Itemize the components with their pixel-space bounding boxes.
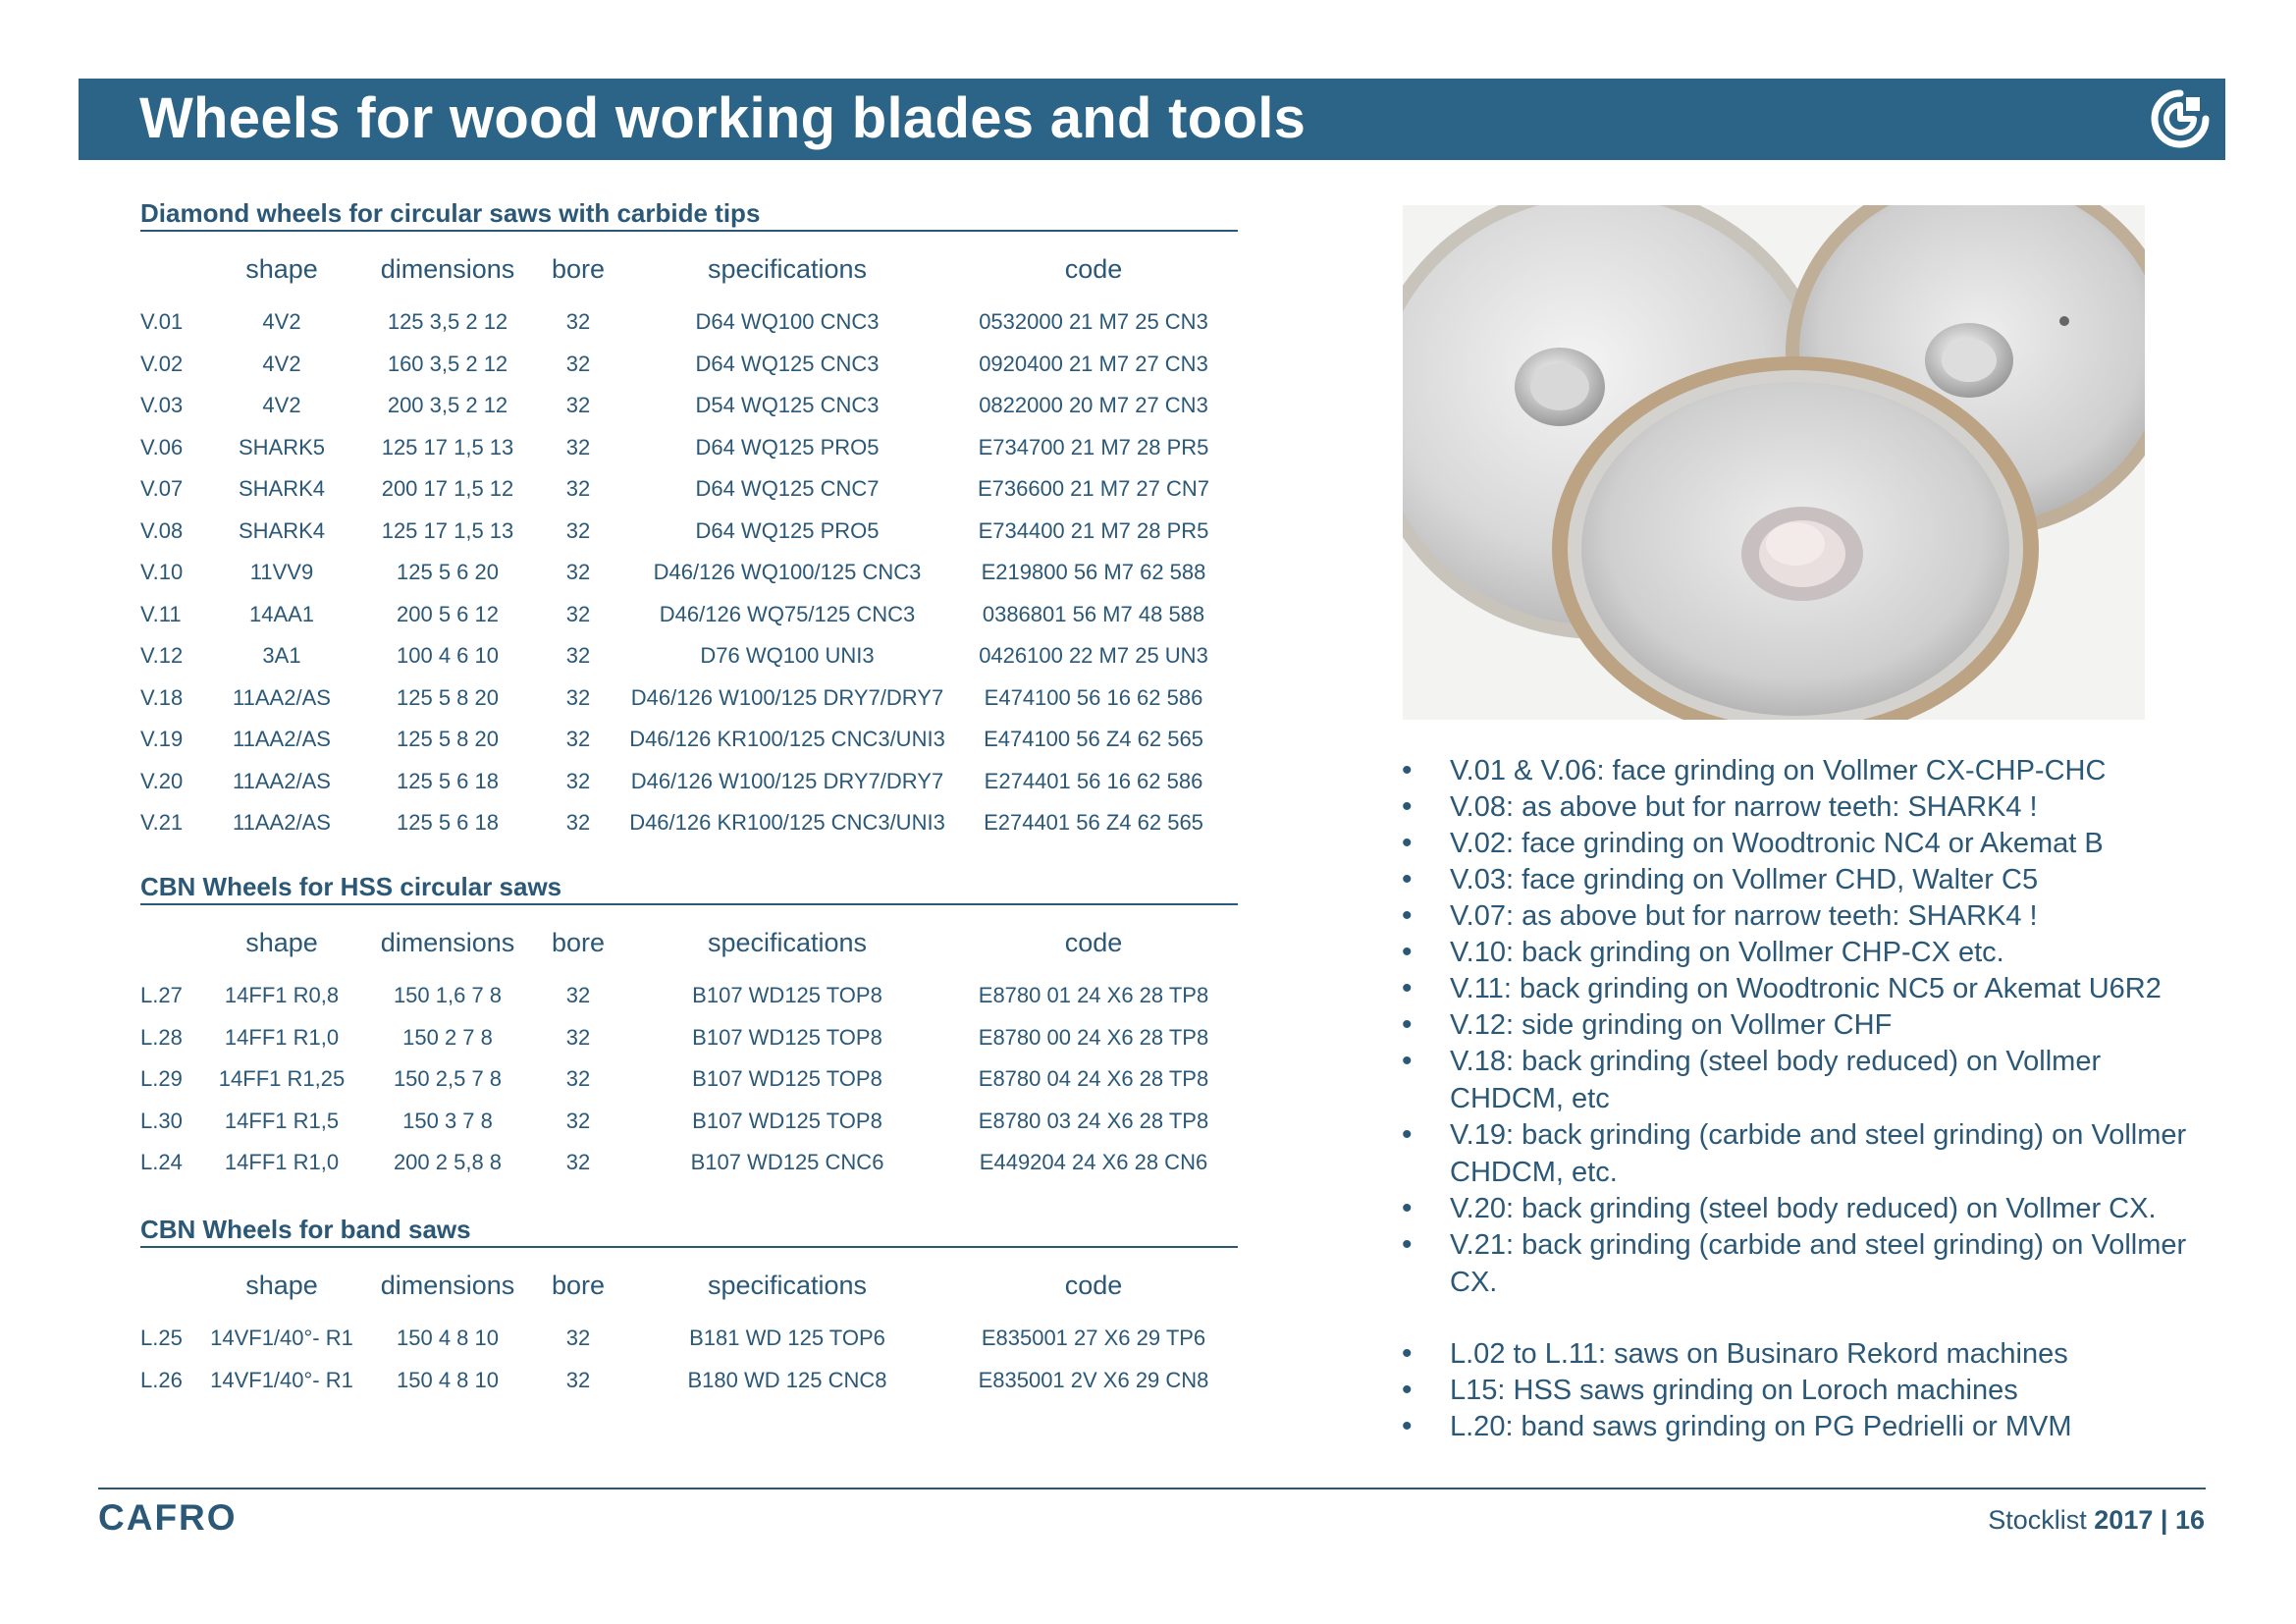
column-header-specifications: specifications: [707, 253, 868, 284]
column-header: [140, 1248, 199, 1312]
cell-item-code: V.03: [140, 393, 184, 418]
note-item: • V.03: face grinding on Vollmer CHD, Walter C5: [1398, 861, 2222, 898]
page-title: Wheels for wood working blades and tools: [139, 86, 1307, 150]
cell-bore: 32: [565, 684, 591, 710]
cell-dimensions: 150 4 8 10: [397, 1326, 499, 1351]
cell-code: 0426100 22 M7 25 UN3: [979, 643, 1208, 669]
cell-shape: 14FF1 R1,25: [218, 1066, 346, 1092]
column-header-bore: bore: [551, 253, 606, 284]
cell-bore: 32: [565, 810, 591, 836]
cell-shape: 14FF1 R1,0: [224, 1024, 340, 1050]
cell-code: 0920400 21 M7 27 CN3: [979, 351, 1208, 376]
cell-code: E734400 21 M7 28 PR5: [978, 517, 1209, 543]
table-row: [140, 1142, 1238, 1184]
footer-separator: |: [2160, 1505, 2168, 1535]
cell-item-code: L.25: [140, 1326, 183, 1351]
cell-specifications: D64 WQ125 PRO5: [695, 517, 880, 543]
cell-specifications: D46/126 W100/125 DRY7/DRY7: [630, 768, 944, 793]
column-header-dimensions: dimensions: [380, 1270, 515, 1300]
column-header: [140, 232, 199, 296]
cbn-hss-table: [140, 905, 1238, 1184]
cell-shape: 14FF1 R1,5: [224, 1108, 340, 1133]
cell-code: E734700 21 M7 28 PR5: [978, 434, 1209, 460]
cell-code: E8780 04 24 X6 28 TP8: [978, 1066, 1209, 1092]
cell-item-code: V.08: [140, 517, 184, 543]
table-row: [140, 1017, 1238, 1059]
cell-shape: 14VF1/40°- R1: [210, 1326, 353, 1351]
cell-bore: 32: [565, 601, 591, 626]
cell-specifications: B107 WD125 TOP8: [692, 983, 882, 1008]
table-header-row: [140, 905, 1238, 969]
cell-bore: 32: [565, 393, 591, 418]
cell-item-code: L.29: [140, 1066, 183, 1092]
cell-shape: 4V2: [262, 351, 301, 376]
column-header-specifications: specifications: [707, 1270, 868, 1300]
cell-item-code: V.19: [140, 727, 184, 752]
cell-dimensions: 125 17 1,5 13: [381, 517, 514, 543]
title-banner: [79, 79, 2225, 160]
cell-item-code: L.30: [140, 1108, 183, 1133]
cell-item-code: V.10: [140, 560, 184, 585]
cell-bore: 32: [565, 1024, 591, 1050]
note-item: • V.11: back grinding on Woodtronic NC5 or Akemat U6R2: [1398, 970, 2222, 1007]
cell-specifications: B107 WD125 TOP8: [692, 1108, 882, 1133]
section-cbn-band-saw-wheels: [140, 1213, 1238, 1401]
table-row: [140, 1101, 1238, 1143]
section-cbn-hss-wheels: [140, 870, 1238, 1184]
table-row: [140, 511, 1238, 553]
cell-specifications: D64 WQ125 CNC3: [695, 351, 880, 376]
cell-bore: 32: [565, 727, 591, 752]
cell-shape: 11AA2/AS: [233, 768, 331, 793]
column-header-bore: bore: [551, 927, 606, 957]
cell-dimensions: 100 4 6 10: [397, 643, 499, 669]
cell-shape: 14AA1: [248, 601, 315, 626]
cell-dimensions: 125 3,5 2 12: [387, 309, 508, 335]
cell-specifications: D64 WQ125 PRO5: [695, 434, 880, 460]
cell-item-code: V.20: [140, 768, 184, 793]
cell-dimensions: 150 1,6 7 8: [393, 983, 503, 1008]
cell-specifications: D54 WQ125 CNC3: [695, 393, 880, 418]
cell-bore: 32: [565, 768, 591, 793]
cell-code: 0532000 21 M7 25 CN3: [979, 309, 1208, 335]
table-header-row: [140, 1248, 1238, 1312]
column-header-code: code: [1064, 1270, 1123, 1300]
cell-dimensions: 125 5 6 20: [397, 560, 499, 585]
cell-item-code: V.01: [140, 309, 184, 335]
cell-code: E274401 56 Z4 62 565: [984, 810, 1203, 836]
note-item: • V.12: side grinding on Vollmer CHF: [1398, 1006, 2222, 1044]
cell-shape: 4V2: [262, 309, 301, 335]
note-item: • V.07: as above but for narrow teeth: SHARK4 !: [1398, 897, 2222, 935]
section-diamond-wheels: [140, 196, 1238, 844]
cell-bore: 32: [565, 1066, 591, 1092]
cell-shape: 11AA2/AS: [233, 727, 331, 752]
table-row: [140, 296, 1238, 344]
cell-dimensions: 200 5 6 12: [397, 601, 499, 626]
cell-specifications: D46/126 WQ100/125 CNC3: [653, 560, 922, 585]
cell-bore: 32: [565, 434, 591, 460]
cell-item-code: V.21: [140, 810, 184, 836]
cell-dimensions: 125 17 1,5 13: [381, 434, 514, 460]
table-row: [140, 427, 1238, 469]
column-header-dimensions: dimensions: [380, 253, 515, 284]
note-item: • V.18: back grinding (steel body reduced) on Vollmer CHDCM, etc: [1398, 1043, 2222, 1117]
cell-specifications: B181 WD 125 TOP6: [689, 1326, 885, 1351]
cell-dimensions: 150 2,5 7 8: [393, 1066, 503, 1092]
cell-specifications: D46/126 WQ75/125 CNC3: [659, 601, 916, 626]
cafro-logo: CAFRO: [98, 1497, 238, 1538]
cell-shape: 14FF1 R0,8: [224, 983, 340, 1008]
cell-shape: SHARK5: [238, 434, 326, 460]
cell-specifications: D46/126 KR100/125 CNC3/UNI3: [629, 727, 945, 752]
cell-shape: SHARK4: [238, 517, 326, 543]
cell-dimensions: 125 5 6 18: [397, 810, 499, 836]
column-header-shape: shape: [245, 927, 318, 957]
note-item: • V.02: face grinding on Woodtronic NC4 or Akemat B: [1398, 825, 2222, 862]
cell-bore: 32: [565, 517, 591, 543]
section-title: Diamond wheels for circular saws with carbide tips: [140, 196, 1238, 232]
cell-shape: 14FF1 R1,0: [224, 1150, 340, 1175]
note-item: • V.20: back grinding (steel body reduced) on Vollmer CX.: [1398, 1190, 2222, 1227]
note-item: • V.01 & V.06: face grinding on Vollmer CX-CHP-CHC: [1398, 752, 2222, 789]
cell-dimensions: 125 5 8 20: [397, 684, 499, 710]
cell-bore: 32: [565, 1326, 591, 1351]
cell-specifications: D64 WQ125 CNC7: [695, 476, 880, 502]
note-item: • L15: HSS saws grinding on Loroch machines: [1398, 1372, 2222, 1409]
cell-dimensions: 150 2 7 8: [402, 1024, 493, 1050]
footer-divider: [98, 1488, 2206, 1489]
table-row: [140, 1360, 1238, 1402]
column-header-bore: bore: [551, 1270, 606, 1300]
cell-item-code: L.24: [140, 1150, 183, 1175]
column-header-code: code: [1064, 927, 1123, 957]
cell-specifications: B107 WD125 TOP8: [692, 1024, 882, 1050]
cell-specifications: D64 WQ100 CNC3: [695, 309, 880, 335]
table-row: [140, 344, 1238, 386]
footer-page-number: 16: [2174, 1505, 2205, 1535]
cell-item-code: L.28: [140, 1024, 183, 1050]
table-row: [140, 761, 1238, 803]
table-row: [140, 802, 1238, 844]
cell-item-code: L.26: [140, 1367, 183, 1392]
column-header-shape: shape: [245, 253, 318, 284]
cell-code: E274401 56 16 62 586: [984, 768, 1203, 793]
cell-dimensions: 125 5 6 18: [397, 768, 499, 793]
table-row: [140, 552, 1238, 594]
column-header-specifications: specifications: [707, 927, 868, 957]
cell-shape: 11AA2/AS: [233, 684, 331, 710]
page-number: [1988, 1502, 2205, 1538]
table-row: [140, 594, 1238, 636]
column-header-code: code: [1064, 253, 1123, 284]
cell-code: 0386801 56 M7 48 588: [982, 601, 1205, 626]
cell-shape: 14VF1/40°- R1: [210, 1367, 353, 1392]
cell-item-code: V.11: [140, 601, 182, 626]
cell-specifications: D76 WQ100 UNI3: [700, 643, 875, 669]
cell-specifications: D46/126 KR100/125 CNC3/UNI3: [629, 810, 945, 836]
diamond-wheels-table: [140, 232, 1238, 844]
cell-dimensions: 125 5 8 20: [397, 727, 499, 752]
cell-bore: 32: [565, 351, 591, 376]
cell-code: E8780 03 24 X6 28 TP8: [978, 1108, 1209, 1133]
column-header: [140, 905, 199, 969]
cell-bore: 32: [565, 476, 591, 502]
table-row: [140, 719, 1238, 761]
table-row: [140, 677, 1238, 720]
cell-bore: 32: [565, 1367, 591, 1392]
cell-item-code: V.12: [140, 643, 184, 669]
cell-shape: 11VV9: [249, 560, 314, 585]
cell-code: E8780 01 24 X6 28 TP8: [978, 983, 1209, 1008]
cell-code: E449204 24 X6 28 CN6: [979, 1150, 1208, 1175]
note-item: • V.21: back grinding (carbide and steel grinding) on Vollmer CX.: [1398, 1226, 2222, 1301]
cbn-band-saws-table: [140, 1248, 1238, 1401]
cell-code: E219800 56 M7 62 588: [981, 560, 1206, 585]
section-title: CBN Wheels for HSS circular saws: [140, 870, 1238, 905]
table-row: [140, 1312, 1238, 1360]
cell-dimensions: 200 3,5 2 12: [387, 393, 508, 418]
table-row: [140, 1058, 1238, 1101]
cell-specifications: B107 WD125 CNC6: [690, 1150, 884, 1175]
cell-shape: 3A1: [262, 643, 301, 669]
note-item: • V.08: as above but for narrow teeth: SHARK4 !: [1398, 788, 2222, 826]
cell-dimensions: 150 4 8 10: [397, 1367, 499, 1392]
cell-item-code: V.07: [140, 476, 184, 502]
cell-specifications: B107 WD125 TOP8: [692, 1066, 882, 1092]
table-header-row: [140, 232, 1238, 296]
cell-bore: 32: [565, 560, 591, 585]
note-item: • V.19: back grinding (carbide and steel grinding) on Vollmer CHDCM, etc.: [1398, 1116, 2222, 1191]
table-row: [140, 969, 1238, 1017]
footer-label: Stocklist: [1988, 1505, 2087, 1535]
note-item: • L.20: band saws grinding on PG Pedrielli or MVM: [1398, 1408, 2222, 1445]
cafro-round-logo-icon: [2149, 87, 2212, 150]
cell-code: E474100 56 Z4 62 565: [984, 727, 1203, 752]
cell-specifications: B180 WD 125 CNC8: [687, 1367, 887, 1392]
cell-bore: 32: [565, 983, 591, 1008]
cell-specifications: D46/126 W100/125 DRY7/DRY7: [630, 684, 944, 710]
cell-item-code: V.18: [140, 684, 184, 710]
table-row: [140, 385, 1238, 427]
cell-item-code: V.06: [140, 434, 184, 460]
cell-item-code: L.27: [140, 983, 183, 1008]
cell-shape: 11AA2/AS: [233, 810, 331, 836]
cell-bore: 32: [565, 309, 591, 335]
cell-dimensions: 160 3,5 2 12: [387, 351, 508, 376]
cell-code: E835001 27 X6 29 TP6: [981, 1326, 1206, 1351]
table-row: [140, 468, 1238, 511]
grinding-wheels-photo: [1403, 205, 2145, 720]
cell-code: 0822000 20 M7 27 CN3: [979, 393, 1208, 418]
cell-code: E835001 2V X6 29 CN8: [978, 1367, 1209, 1392]
table-row: [140, 635, 1238, 677]
cell-item-code: V.02: [140, 351, 184, 376]
cell-code: E474100 56 16 62 586: [984, 684, 1203, 710]
column-header-shape: shape: [245, 1270, 318, 1300]
cell-dimensions: 150 3 7 8: [402, 1108, 493, 1133]
cell-bore: 32: [565, 643, 591, 669]
note-item: • V.10: back grinding on Vollmer CHP-CX etc.: [1398, 934, 2222, 971]
cell-shape: 4V2: [262, 393, 301, 418]
cell-code: E736600 21 M7 27 CN7: [977, 476, 1210, 502]
cell-dimensions: 200 2 5,8 8: [393, 1150, 503, 1175]
cell-shape: SHARK4: [238, 476, 326, 502]
cell-code: E8780 00 24 X6 28 TP8: [978, 1024, 1209, 1050]
cell-bore: 32: [565, 1108, 591, 1133]
note-item: • L.02 to L.11: saws on Businaro Rekord machines: [1398, 1335, 2222, 1373]
cell-bore: 32: [565, 1150, 591, 1175]
section-title: CBN Wheels for band saws: [140, 1213, 1238, 1248]
footer-year: 2017: [2094, 1505, 2154, 1535]
notes-list: [1398, 752, 2222, 1444]
cell-dimensions: 200 17 1,5 12: [381, 476, 514, 502]
column-header-dimensions: dimensions: [380, 927, 515, 957]
